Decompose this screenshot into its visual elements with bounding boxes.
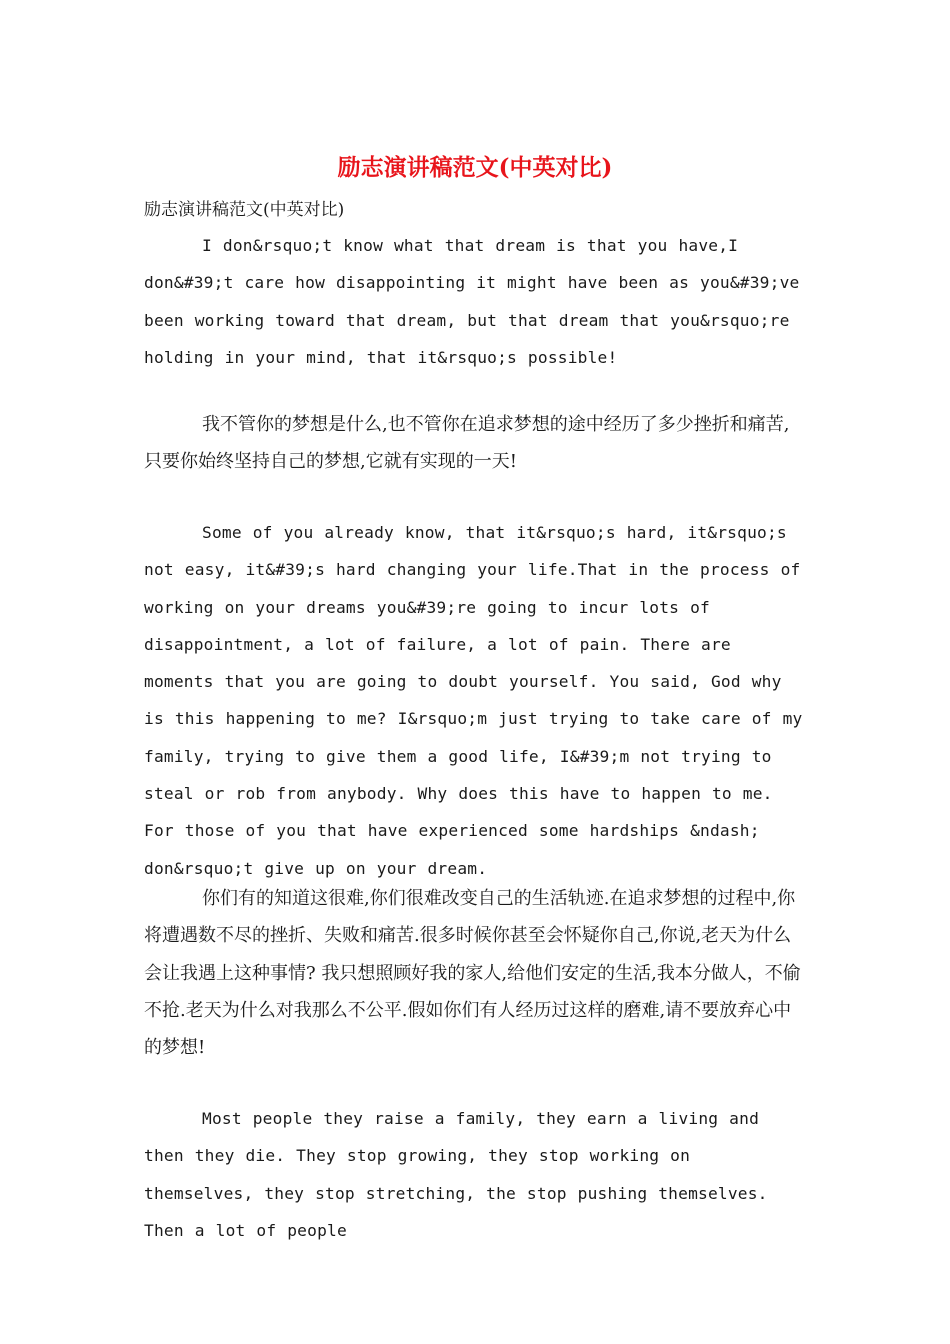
document-subtitle: 励志演讲稿范文(中英对比)	[144, 200, 345, 220]
paragraph-english-3: Most people they raise a family, they earn a living and then they die. They stop growing, they stop working on themselves, they stop stretching, the stop pushing themselves. Then a lot of people	[144, 1109, 768, 1240]
paragraph-chinese-2: 你们有的知道这很难,你们很难改变自己的生活轨迹.在追求梦想的过程中,你将遭遇数不尽的挫折、失败和痛苦.很多时候你甚至会怀疑你自己,你说,老天为什么会让我遇上这种事情? 我只想照顾好我的家人,给他们安定的生活,我本分做人，不偷不抢.老天为什么对我那么不公平.假如你们有人经历过这样的磨难,请不要放弃心中的梦想!	[144, 888, 801, 1059]
document-title: 励志演讲稿范文(中英对比)	[337, 154, 613, 181]
paragraph-chinese-1: 我不管你的梦想是什么,也不管你在追求梦想的途中经历了多少挫折和痛苦,只要你始终坚持自己的梦想,它就有实现的一天!	[144, 414, 790, 473]
paragraph-english-2: Some of you already know, that it&rsquo;s hard, it&rsquo;s not easy, it&#39;s hard changing your life.That in the process of working on your dreams you&#39;re going to incur lots of disappointment, a lot of failure, a lot of pain. There are moments that you are going to doubt yourself. You said, God why is this happening to me? I&rsquo;m just trying to take care of my family, trying to give them a good life, I&#39;m not trying to steal or rob from anybody. Why does this have to happen to me. For those of you that have experienced some hardships &ndash; don&rsquo;t give up on your dream.	[144, 523, 803, 878]
paragraph-english-1: I don&rsquo;t know what that dream is that you have,I don&#39;t care how disappointing it might have been as you&#39;ve been working toward that dream, but that dream that you&rsquo;re holding in your mind, that it&rsquo;s possible!	[144, 236, 800, 367]
